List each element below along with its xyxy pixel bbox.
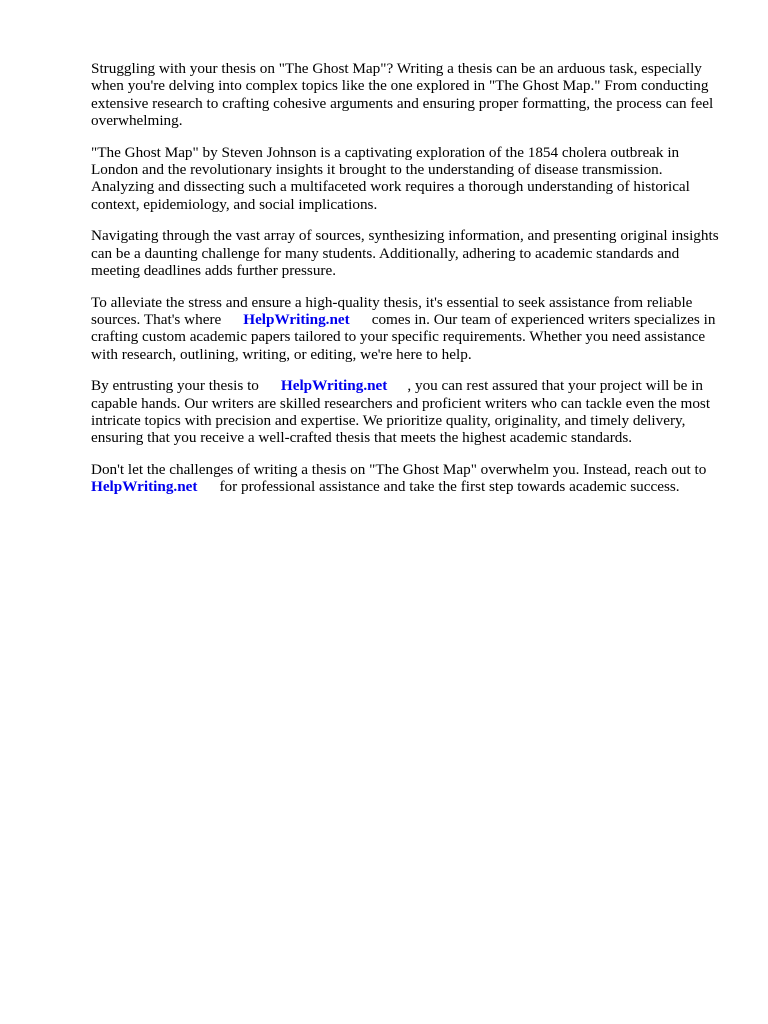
paragraph-challenges-text: Navigating through the vast array of sources, synthesizing information, and presenting original insights can be a daunting challenge for many students. Additionally, adhering to academic standards and meeting deadlines adds further pressure. xyxy=(91,227,719,279)
paragraph-book-summary xyxy=(91,144,727,213)
paragraph-call-to-action xyxy=(91,461,727,496)
paragraph-call-to-action-after: for professional assistance and take the first step towards academic success. xyxy=(219,478,680,496)
paragraph-book-summary-text: "The Ghost Map" by Steven Johnson is a captivating exploration of the 1854 cholera outbreak in London and the revolutionary insights it brought to the understanding of disease transmission. Analyzing and dissecting such a multifaceted work requires a thorough understanding of historical context, epidemiology, and social implications. xyxy=(91,143,690,213)
paragraph-intro-text: Struggling with your thesis on "The Ghost Map"? Writing a thesis can be an arduous task, especially when you're delving into complex topics like the one explored in "The Ghost Map." From conducting extensive research to crafting cohesive arguments and ensuring proper formatting, the process can feel overwhelming. xyxy=(91,60,714,129)
helpwriting-link-1[interactable]: HelpWriting.net xyxy=(243,311,350,329)
paragraph-entrusting-before: By entrusting your thesis to xyxy=(91,377,259,395)
paragraph-call-to-action-before: Don't let the challenges of writing a thesis on "The Ghost Map" overwhelm you. Instead, reach out to xyxy=(91,461,707,479)
paragraph-assistance-before: To alleviate the stress and ensure a high-quality thesis, it's essential to seek assistance from reliable sources. That's where xyxy=(91,293,693,329)
paragraph-intro xyxy=(91,60,727,129)
helpwriting-link-3[interactable]: HelpWriting.net xyxy=(91,478,198,496)
paragraph-assistance-after: comes in. Our team of experienced writers specializes in crafting custom academic papers tailored to your specific requirements. Whether you need assistance with research, outlining, writing, or editing, we're here to help. xyxy=(91,311,716,363)
document-body xyxy=(91,60,727,510)
paragraph-assistance xyxy=(91,294,727,363)
helpwriting-link-2[interactable]: HelpWriting.net xyxy=(280,377,388,395)
paragraph-entrusting-after: , you can rest assured that your project will be in capable hands. Our writers are skilled researchers and proficient writers who can tackle even the most intricate topics with precision and expertise. We prioritize quality, originality, and timely delivery, ensuring that you receive a well-crafted thesis that meets the highest academic standards. xyxy=(91,377,711,447)
paragraph-entrusting xyxy=(91,377,727,446)
paragraph-challenges xyxy=(91,227,727,279)
